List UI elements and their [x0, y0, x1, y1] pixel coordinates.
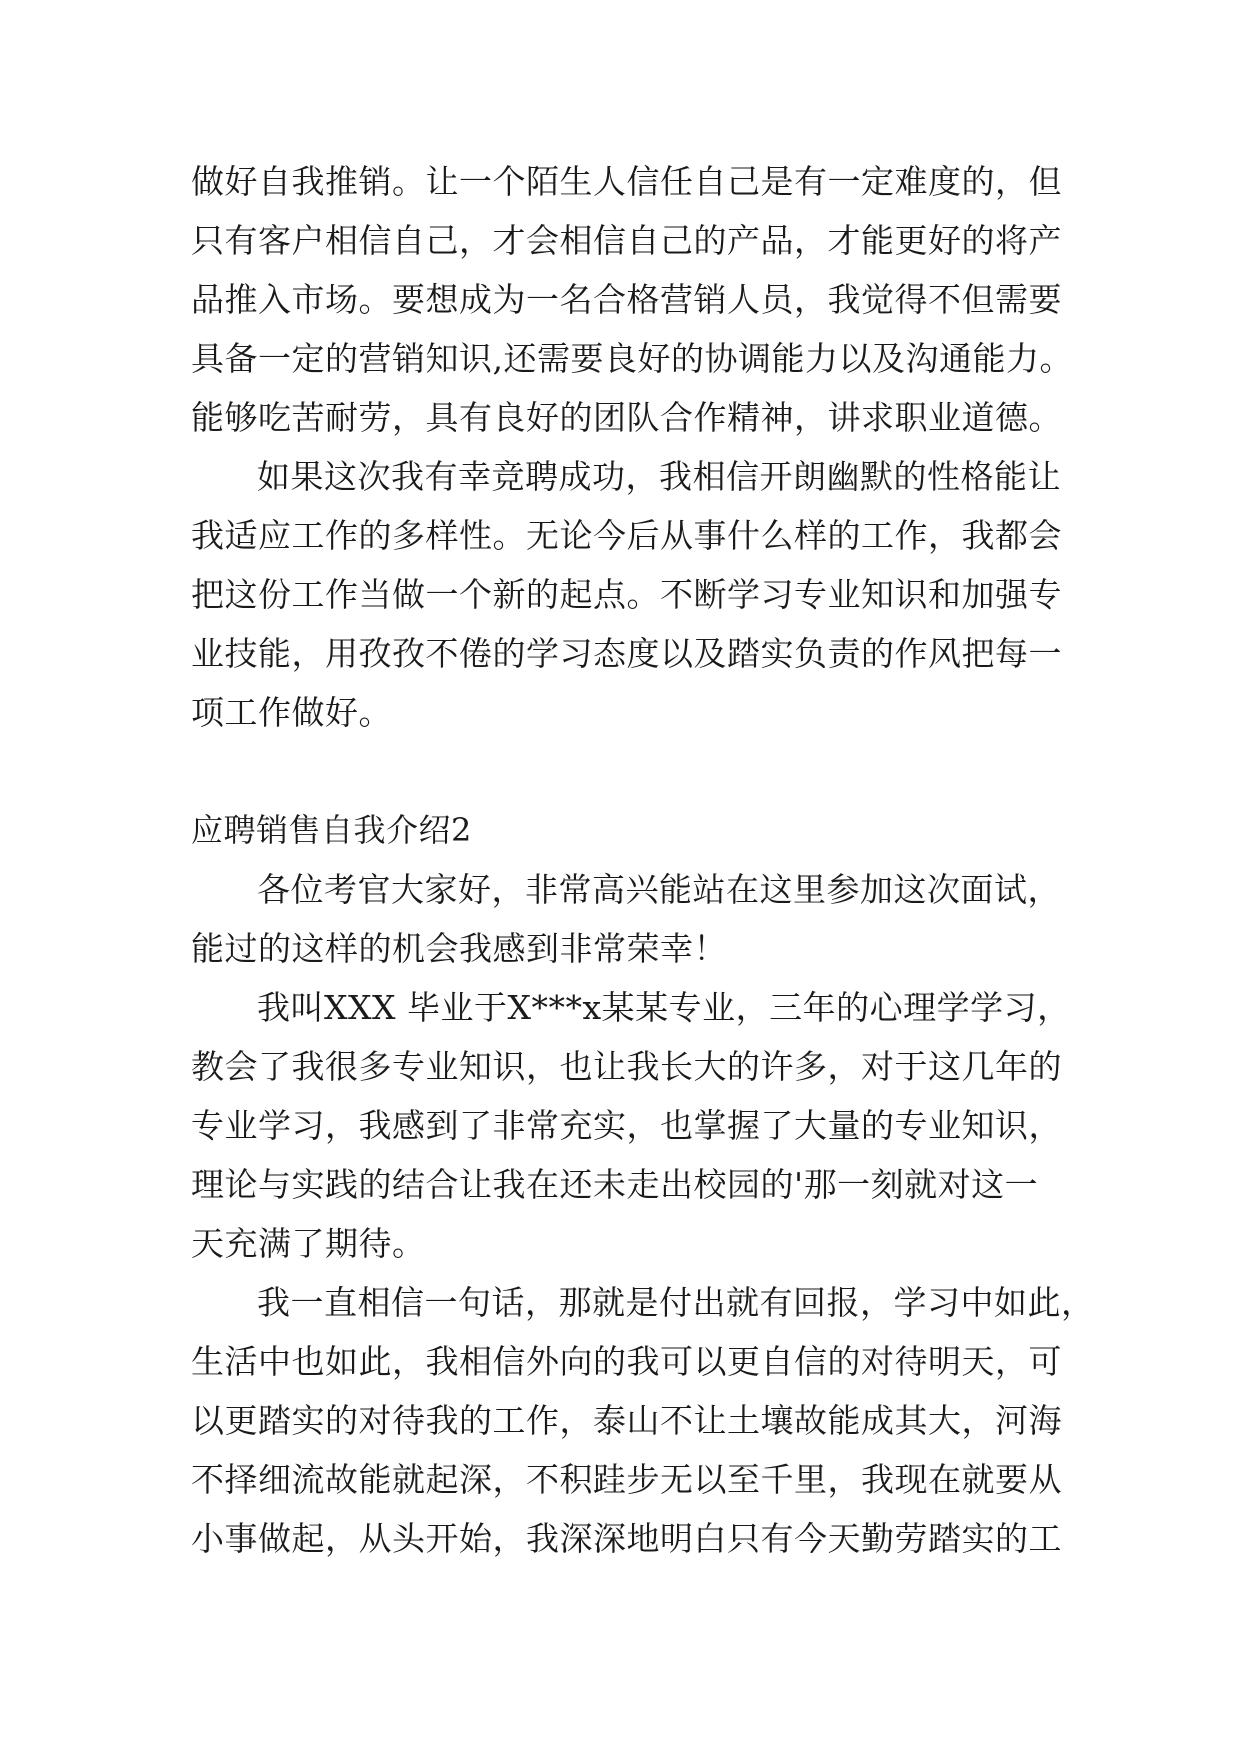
text-line: 具备一定的营销知识,还需要良好的协调能力以及沟通能力。 — [191, 339, 1073, 378]
paragraph — [191, 860, 1071, 978]
text-line: 专业学习，我感到了非常充实，也掌握了大量的专业知识， — [191, 1106, 1062, 1145]
text-line: 理论与实践的结合让我在还未走出校园的'那一刻就对这一 — [191, 1165, 1039, 1204]
text-line: 品推入市场。要想成为一名合格营销人员，我觉得不但需要 — [191, 280, 1062, 319]
paragraph — [191, 1273, 1095, 1568]
text-line: 我适应工作的多样性。无论今后从事什么样的工作，我都会 — [191, 516, 1062, 555]
text-line: 把这份工作当做一个新的起点。不断学习专业知识和加强专 — [191, 575, 1062, 614]
paragraph — [191, 978, 1071, 1273]
text-line: 天充满了期待。 — [191, 1224, 426, 1263]
text-line: 项工作做好。 — [191, 693, 392, 732]
text-line: 业技能，用孜孜不倦的学习态度以及踏实负责的作风把每一 — [191, 634, 1062, 673]
text-line: 各位考官大家好，非常高兴能站在这里参加这次面试， — [257, 870, 1061, 909]
text-line: 以更踏实的对待我的工作，泰山不让土壤故能成其大，河海 — [191, 1401, 1062, 1440]
text-line: 做好自我推销。让一个陌生人信任自己是有一定难度的，但 — [191, 162, 1062, 201]
text-line: 我一直相信一句话，那就是付出就有回报，学习中如此， — [257, 1283, 1095, 1322]
text-line: 小事做起，从头开始，我深深地明白只有今天勤劳踏实的工 — [191, 1519, 1062, 1558]
section-title: 应聘销售自我介绍2 — [191, 811, 472, 849]
text-line: 不择细流故能就起深，不积跬步无以至千里，我现在就要从 — [191, 1460, 1062, 1499]
paragraph — [191, 447, 1071, 742]
text-line: 能够吃苦耐劳，具有良好的团队合作精神，讲求职业道德。 — [191, 398, 1062, 437]
paragraph-continued — [191, 152, 1071, 447]
text-line: 能过的这样的机会我感到非常荣幸！ — [191, 929, 727, 968]
text-line: 我叫XXX 毕业于X***x某某专业，三年的心理学学习， — [257, 988, 1071, 1027]
text-line: 只有客户相信自己，才会相信自己的产品，才能更好的将产 — [191, 221, 1062, 260]
text-line: 教会了我很多专业知识，也让我长大的许多，对于这几年的 — [191, 1047, 1062, 1086]
text-line: 如果这次我有幸竞聘成功，我相信开朗幽默的性格能让 — [257, 457, 1061, 496]
text-line: 生活中也如此，我相信外向的我可以更自信的对待明天，可 — [191, 1342, 1062, 1381]
document-body — [191, 152, 1095, 1568]
section-spacer — [191, 742, 1071, 801]
